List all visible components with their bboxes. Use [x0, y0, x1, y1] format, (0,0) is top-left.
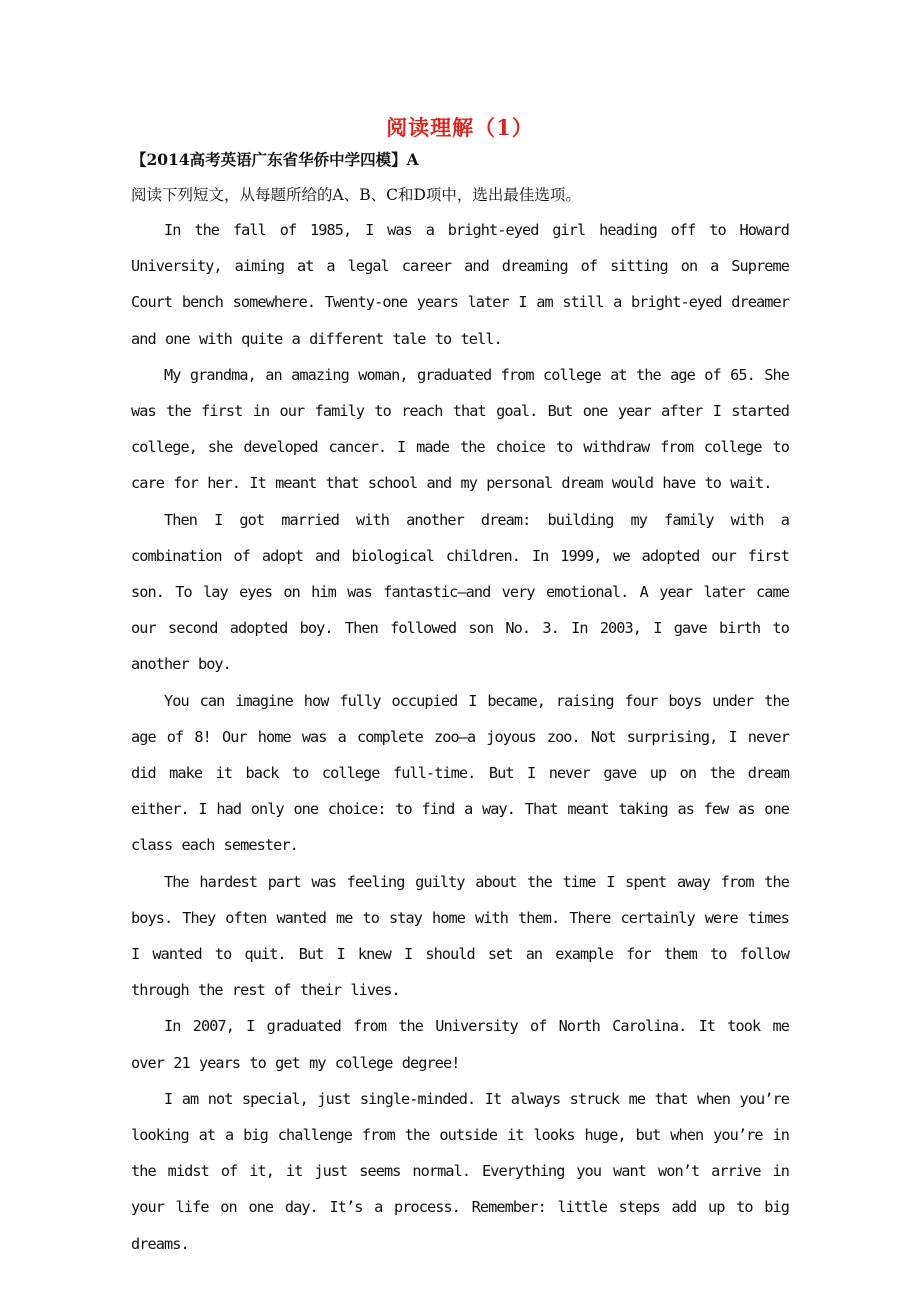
passage-paragraph-2: My grandma, an amazing woman, graduated from college at the age of 65. She was the first in our family to reach that goal. But one year after I started college, she developed cancer. I made the choice to withdraw from college to care for her. It meant that school and my personal dream would have to wait.: [131, 365, 789, 493]
passage-paragraph-1: In the fall of 1985, I was a bright-eyed girl heading off to Howard University, aiming at a legal career and dreaming of sitting on a Supreme Court bench somewhere. Twenty-one years later I am still a bright-eyed dreamer and one with quite a different tale to tell.: [131, 221, 789, 348]
source-heading: 【2014高考英语广东省华侨中学四模】A: [131, 150, 419, 169]
passage-paragraph-4: You can imagine how fully occupied I became, raising four boys under the age of 8! Our home was a complete zoo—a joyous zoo. Not surprising, I never did make it back to college full-time. But I never gave up on the dream either. I had only one choice: to find a way. That meant taking as few as one class each semester.: [131, 691, 789, 855]
passage-paragraph-5: The hardest part was feeling guilty about the time I spent away from the boys. They often wanted me to stay home with them. There certainly were times I wanted to quit. But I knew I should set an example for them to follow through the rest of their lives.: [131, 872, 789, 1000]
passage-paragraph-7: I am not special, just single-minded. It always struck me that when you’re looking at a big challenge from the outside it looks huge, but when you’re in the midst of it, it just seems normal. Everything you want won’t arrive in your life on one day. It’s a process. Remember: little steps add up to big dreams.: [131, 1089, 789, 1253]
page-title: 阅读理解（1）: [386, 115, 534, 140]
passage-paragraph-6: In 2007, I graduated from the University of North Carolina. It took me over 21 years to get my college degree!: [131, 1017, 789, 1072]
instruction-text: 阅读下列短文，从每题所给的A、B、C和D项中，选出最佳选项。: [131, 186, 581, 204]
reading-passage: [131, 212, 789, 1262]
passage-paragraph-3: Then I got married with another dream: building my family with a combination of adopt and biological children. In 1999, we adopted our first son. To lay eyes on him was fantastic—and very emotional. A year later came our second adopted boy. Then followed son No. 3. In 2003, I gave birth to another boy.: [131, 510, 789, 674]
